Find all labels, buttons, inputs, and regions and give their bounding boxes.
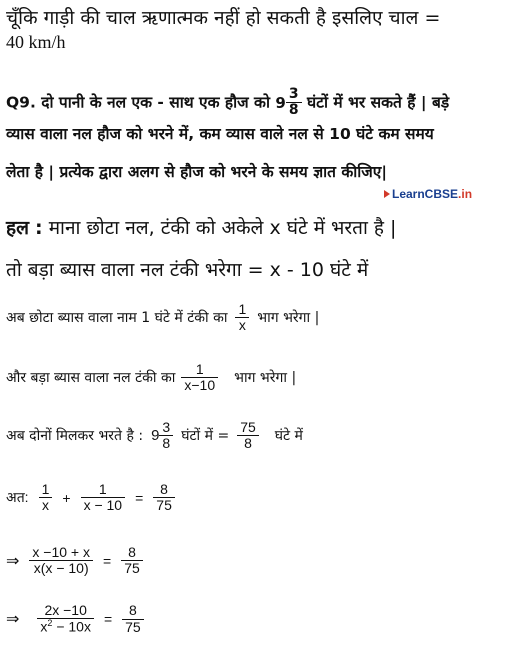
step1-tail: भाग भरेगा | bbox=[257, 310, 320, 327]
frac-num: 1 bbox=[195, 361, 204, 377]
step5 bbox=[6, 545, 143, 577]
frac-num: 8 bbox=[160, 481, 168, 497]
frac-num: 8 bbox=[128, 544, 136, 560]
learncbse-logo bbox=[384, 187, 472, 201]
frac-num: 3 bbox=[162, 419, 171, 435]
question-line2: व्यास वाला नल हौज को भरने में, कम व्यास वाले नल से 10 घंटे कम समय bbox=[6, 125, 434, 143]
step2 bbox=[6, 362, 296, 394]
den-x: x bbox=[40, 619, 48, 636]
step5-fraction-1 bbox=[29, 545, 93, 577]
equals-sign: = bbox=[103, 552, 112, 569]
frac-num: 1 bbox=[238, 301, 247, 317]
mixed-whole: 9 bbox=[275, 93, 286, 112]
frac-num: x −10 + x bbox=[32, 544, 90, 560]
equals-sign: = bbox=[103, 611, 113, 628]
mixed-frac bbox=[286, 87, 302, 119]
frac-den: 8 bbox=[244, 435, 252, 452]
question-mixed-fraction bbox=[275, 87, 301, 119]
step4-fraction-2 bbox=[81, 482, 126, 514]
frac-num: 1 bbox=[98, 481, 107, 497]
question-label: Q9. bbox=[6, 93, 36, 112]
question-line1 bbox=[6, 87, 449, 119]
step6 bbox=[6, 603, 144, 635]
frac-den: x − 10 bbox=[83, 497, 123, 514]
frac-num: 75 bbox=[240, 419, 256, 435]
step3-mixed-fraction bbox=[151, 420, 173, 452]
step3-text: अब दोनों मिलकर भरते है : bbox=[6, 428, 144, 445]
den-exponent: 2 bbox=[47, 618, 53, 629]
frac-den: 75 bbox=[124, 560, 140, 577]
frac-den bbox=[37, 619, 94, 635]
step4-fraction-3 bbox=[153, 482, 175, 514]
step4-label: अत: bbox=[6, 489, 29, 506]
prev-answer-line2: 40 km/h bbox=[6, 32, 66, 52]
implies-arrow-icon: ⇒ bbox=[6, 611, 20, 629]
step2-tail: भाग भरेगा | bbox=[234, 370, 297, 387]
logo-name: LearnCBSE bbox=[392, 187, 459, 201]
logo-suffix: .in bbox=[458, 187, 473, 201]
step1-text: अब छोटा ब्यास वाला नाम 1 घंटे में टंकी का bbox=[6, 310, 228, 327]
frac-num: 8 bbox=[129, 602, 137, 619]
frac-den: 8 bbox=[288, 102, 299, 119]
mixed-frac bbox=[159, 420, 173, 452]
frac-num: 1 bbox=[41, 481, 50, 497]
frac-den: x(x − 10) bbox=[33, 560, 89, 577]
implies-arrow-icon: ⇒ bbox=[6, 552, 20, 570]
solution-line1-text: माना छोटा नल, टंकी को अकेले x घंटे में भरता है | bbox=[48, 217, 397, 239]
solution-colon: : bbox=[35, 217, 43, 239]
frac-den: x−10 bbox=[184, 377, 216, 394]
step5-fraction-2 bbox=[121, 545, 143, 577]
frac-den: 75 bbox=[125, 618, 141, 635]
frac-den: x bbox=[238, 317, 246, 334]
den-rest: − 10x bbox=[56, 619, 91, 636]
step2-text: और बड़ा ब्यास वाला नल टंकी का bbox=[6, 370, 176, 387]
step1-fraction bbox=[235, 302, 249, 334]
frac-den: 8 bbox=[162, 435, 171, 452]
frac-num: 2x −10 bbox=[44, 602, 87, 618]
mixed-whole: 9 bbox=[151, 427, 160, 445]
step6-fraction-1 bbox=[37, 603, 94, 635]
frac-den: 75 bbox=[156, 497, 172, 514]
equals-sign: = bbox=[135, 489, 144, 506]
step3 bbox=[6, 420, 303, 452]
step3-tail: घंटे में bbox=[274, 428, 303, 445]
solution-line2: तो बड़ा ब्यास वाला नल टंकी भरेगा = x - 10 घंटे में bbox=[6, 259, 369, 281]
step2-fraction bbox=[181, 362, 218, 394]
question-line3: लेता है | प्रत्येक द्वारा अलग से हौज को भरने के समय ज्ञात कीजिए| bbox=[6, 163, 388, 181]
solution-line1 bbox=[6, 214, 396, 240]
solution-label: हल bbox=[6, 217, 29, 239]
step1 bbox=[6, 302, 319, 334]
prev-answer-line1: चूँकि गाड़ी की चाल ऋणात्मक नहीं हो सकती है इसलिए चाल = bbox=[6, 7, 441, 29]
step3-mid: घंटों में = bbox=[181, 428, 230, 445]
step6-fraction-2 bbox=[122, 603, 144, 635]
frac-num: 3 bbox=[288, 86, 299, 102]
frac-den: x bbox=[41, 497, 49, 514]
question-text-a: दो पानी के नल एक - साथ एक हौज को bbox=[41, 93, 270, 112]
step4-fraction-1 bbox=[39, 482, 53, 514]
plus-sign: + bbox=[62, 489, 71, 506]
step3-fraction bbox=[237, 420, 259, 452]
question-text-b: घंटों में भर सकते हैं | बड़े bbox=[306, 93, 450, 112]
logo-flag-icon bbox=[384, 190, 390, 198]
step4 bbox=[6, 482, 175, 514]
